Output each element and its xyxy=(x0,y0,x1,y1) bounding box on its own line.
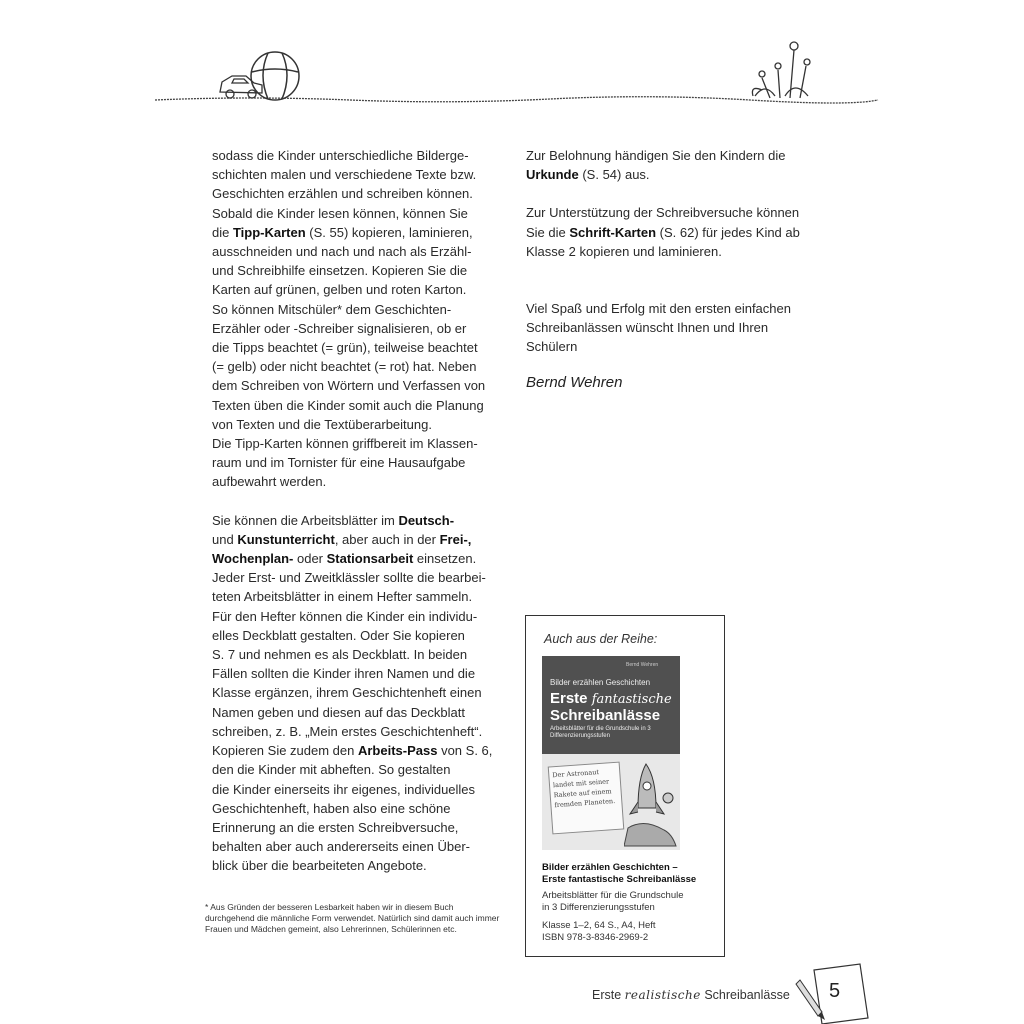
text-line: Schreibanlässen wünscht Ihnen und Ihren xyxy=(526,320,769,336)
bold-term: Urkunde xyxy=(526,167,579,183)
book-title-line: Bilder erzählen Geschichten – xyxy=(542,862,678,873)
text-fragment: , aber auch in der xyxy=(334,531,440,547)
text-line: (= gelb) oder nicht beachtet (= rot) hat. Neben xyxy=(212,359,477,375)
footer-title-part: Schreibanlässe xyxy=(700,988,790,1002)
promo-heading: Auch aus der Reihe: xyxy=(544,632,658,646)
bold-term: Wochenplan- xyxy=(212,551,294,567)
meta-line: Klasse 1–2, 64 S., A4, Heft xyxy=(542,920,656,931)
text-fragment: (S. 54) aus. xyxy=(578,167,650,183)
bold-term: Deutsch- xyxy=(398,512,455,528)
cover-title-part: Erste xyxy=(550,690,592,707)
text-line: Karten auf grünen, gelben und roten Karton. xyxy=(212,282,467,298)
bold-term: Arbeits-Pass xyxy=(357,743,438,759)
cover-title-script: fantastische xyxy=(591,692,672,707)
paragraph-tipp-karten xyxy=(212,146,507,492)
text-line: Erinnerung an die ersten Schreibversuche, xyxy=(212,819,459,835)
promo-description xyxy=(542,890,717,913)
text-fragment: Kopieren Sie zudem den xyxy=(212,743,358,759)
text-line: die Kinder einerseits ihr eigenes, individuelles xyxy=(212,781,476,797)
text-line: blick über die bearbeiteten Angebote. xyxy=(212,858,427,874)
rocket-icon xyxy=(624,758,678,848)
text-fragment: und xyxy=(212,531,238,547)
text-line: den die Kinder mit abheften. So gestalten xyxy=(212,762,451,778)
beach-ball-icon xyxy=(251,52,299,100)
bold-term: Kunstunterricht xyxy=(237,531,335,547)
footer-title-script: realistische xyxy=(624,988,701,1002)
text-line: Die Tipp-Karten können griffbereit im Klassen- xyxy=(212,436,478,452)
bold-term: Stationsarbeit xyxy=(326,551,414,567)
text-line: S. 7 und nehmen es als Deckblatt. In beiden xyxy=(212,647,468,663)
text-line: die Tipps beachtet (= grün), teilweise beachtet xyxy=(212,340,478,356)
text-line: Erzähler oder -Schreiber signalisieren, ob er xyxy=(212,320,467,336)
text-fragment: Sie können die Arbeitsblätter im xyxy=(212,512,399,528)
promo-book-title xyxy=(542,862,717,886)
text-line: Zur Unterstützung der Schreibversuche können xyxy=(526,205,800,221)
page-number: 5 xyxy=(829,980,841,1002)
cover-title-line2: Schreibanlässe xyxy=(550,707,661,724)
isbn: ISBN 978-3-8346-2969-2 xyxy=(542,931,649,943)
text-line: Jeder Erst- und Zweitklässler sollte die bearbei- xyxy=(212,570,486,586)
text-line: Geschichtenheft, haben also eine schöne xyxy=(212,800,451,816)
flowers-icon xyxy=(752,42,810,98)
text-line: und Schreibhilfe einsetzen. Kopieren Sie die xyxy=(212,263,468,279)
header-illustration xyxy=(150,30,880,110)
text-line: Geschichten erzählen und schreiben können. xyxy=(212,186,473,202)
promo-meta xyxy=(542,920,717,943)
text-line: Klasse ergänzen, ihrem Geschichtenheft einen xyxy=(212,685,482,701)
text-fragment: von S. 6, xyxy=(437,743,493,759)
cover-author: Bernd Wehren xyxy=(626,662,659,668)
text-line: behalten aber auch andererseits einen Über- xyxy=(212,839,471,855)
text-fragment: oder xyxy=(293,551,327,567)
text-fragment: Sie die xyxy=(526,224,570,240)
toy-car-icon xyxy=(220,76,262,98)
cover-note-paper: Der Astronaut landet mit seiner Rakete auf einem fremden Planeten. xyxy=(548,762,625,835)
bold-term: Tipp-Karten xyxy=(232,224,306,240)
text-fragment: die xyxy=(212,224,233,240)
text-line: So können Mitschüler* dem Geschichten- xyxy=(212,301,452,317)
cover-subtitle: Arbeitsblätter für die Grundschule in 3 Differenzierungsstufen xyxy=(550,726,651,739)
paragraph-urkunde xyxy=(526,146,816,184)
footer-book-title xyxy=(592,988,790,1002)
book-cover-image xyxy=(542,656,680,850)
footer-title-part: Erste xyxy=(592,988,625,1002)
cover-series: Bilder erzählen Geschichten xyxy=(550,678,651,687)
description-line: Arbeitsblätter für die Grundschule xyxy=(542,890,684,901)
author-signature: Bernd Wehren xyxy=(526,373,623,391)
text-line: Für den Hefter können die Kinder ein individu- xyxy=(212,608,478,624)
text-line: sodass die Kinder unterschiedliche Bilderge- xyxy=(212,148,469,163)
text-line: Fällen sollten die Kinder ihren Namen und die xyxy=(212,666,476,682)
book-title-line: Erste fantastische Schreibanlässe xyxy=(542,874,697,885)
right-column xyxy=(526,146,816,392)
text-line: Sobald die Kinder lesen können, können Sie xyxy=(212,205,468,221)
footnote: * Aus Gründen der besseren Lesbarkeit haben wir in diesem Buch durchgehend die männliche Form verwendet. Natürlich sind damit auch immer Frauen und Mädchen gemeint, also Lehrerinnen, Schülerinnen etc. xyxy=(205,902,500,934)
cover-title xyxy=(550,690,672,707)
description-line: in 3 Differenzierungsstufen xyxy=(542,901,655,913)
text-line: aufbewahrt werden. xyxy=(212,474,327,490)
text-line: teten Arbeitsblätter in einem Hefter sammeln. xyxy=(212,589,473,605)
text-line: raum und im Tornister für eine Hausaufgabe xyxy=(212,455,466,471)
text-line: ausschneiden und nach und nach als Erzähl- xyxy=(212,244,472,260)
bold-term: Schrift-Karten xyxy=(569,224,657,240)
paragraph-greeting xyxy=(526,299,816,357)
paragraph-arbeitsblaetter xyxy=(212,511,507,876)
left-column xyxy=(212,146,507,876)
text-line: Viel Spaß und Erfolg mit den ersten einfachen xyxy=(526,301,791,317)
text-line: Schülern xyxy=(526,339,578,355)
cover-illustration xyxy=(542,754,680,850)
text-line: dem Schreiben von Wörtern und Verfassen von xyxy=(212,378,486,394)
text-line: schichten malen und verschiedene Texte bzw. xyxy=(212,167,477,183)
bold-term: Frei-, xyxy=(439,531,472,547)
text-fragment: einsetzen. xyxy=(413,551,477,567)
text-line: Texten üben die Kinder somit auch die Planung xyxy=(212,397,484,413)
text-line: Namen geben und diesen auf das Deckblatt xyxy=(212,704,465,720)
text-fragment: (S. 62) für jedes Kind ab xyxy=(656,224,800,240)
text-line: elles Deckblatt gestalten. Oder Sie kopieren xyxy=(212,627,465,643)
text-line: von Texten und die Textüberarbeitung. xyxy=(212,416,432,432)
text-line: Zur Belohnung händigen Sie den Kindern die xyxy=(526,148,786,163)
book-promo-box xyxy=(525,615,725,957)
text-fragment: (S. 55) kopieren, laminieren, xyxy=(305,224,473,240)
text-line: schreiben, z. B. „Mein erstes Geschichtenheft“. xyxy=(212,723,483,739)
text-line: Klasse 2 kopieren und laminieren. xyxy=(526,243,722,259)
cover-header xyxy=(542,656,680,754)
paragraph-schrift-karten xyxy=(526,203,816,261)
